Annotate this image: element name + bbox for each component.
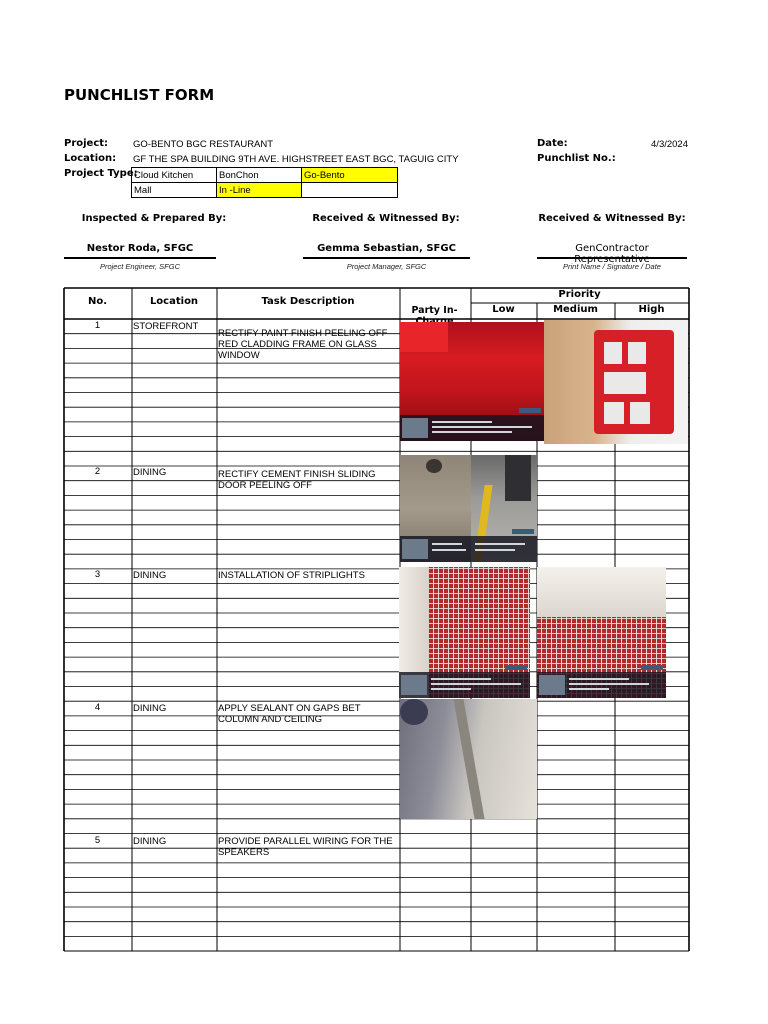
sig-inspected-line xyxy=(64,257,216,259)
header-no: No. xyxy=(87,296,108,307)
item-2-no: 2 xyxy=(94,466,101,477)
sig-received-2-heading: Received & Witnessed By: xyxy=(538,213,686,224)
header-low: Low xyxy=(492,304,515,315)
header-priority: Priority xyxy=(558,289,601,300)
header-high: High xyxy=(638,304,665,315)
item-1-location: STOREFRONT xyxy=(133,321,199,332)
sig-received-1-line xyxy=(303,257,470,259)
photo-4 xyxy=(400,699,537,819)
location-value: GF THE SPA BUILDING 9TH AVE. HIGHSTREET EAST BGC, TAGUIG CITY xyxy=(133,154,459,165)
type-go-bento: Go-Bento xyxy=(302,168,398,183)
header-task: Task Description xyxy=(261,296,355,307)
item-5-no: 5 xyxy=(94,835,101,846)
project-type-label: Project Type: xyxy=(64,168,138,179)
sig-received-2-line xyxy=(537,257,687,259)
item-2-location: DINING xyxy=(133,467,167,478)
form-title: PUNCHLIST FORM xyxy=(64,86,215,104)
header-medium: Medium xyxy=(553,304,598,315)
sig-inspected-role: Project Engineer, SFGC xyxy=(99,262,181,271)
project-label: Project: xyxy=(64,138,109,149)
header-party: Party In- xyxy=(411,305,458,316)
type-bonchon: BonChon xyxy=(217,168,302,183)
item-5-location: DINING xyxy=(133,836,167,847)
sig-received-2-name: GenContractor Representative xyxy=(574,243,650,265)
photo-2a xyxy=(400,455,471,562)
item-4-no: 4 xyxy=(94,702,101,713)
project-value: GO-BENTO BGC RESTAURANT xyxy=(133,139,274,150)
item-2-task: RECTIFY CEMENT FINISH SLIDING DOOR PEELING OFF xyxy=(218,469,376,491)
item-1-no: 1 xyxy=(94,320,101,331)
item-3-location: DINING xyxy=(133,570,167,581)
project-type-table xyxy=(131,167,398,198)
date-label: Date: xyxy=(537,138,568,149)
date-value: 4/3/2024 xyxy=(651,139,688,150)
item-1-task: RECTIFY PAINT FINISH PEELING OFF RED CLADDING FRAME ON GLASS WINDOW xyxy=(218,328,388,361)
item-5-task: PROVIDE PARALLEL WIRING FOR THE SPEAKERS xyxy=(218,836,393,858)
type-mall: Mall xyxy=(132,183,217,198)
item-4-location: DINING xyxy=(133,703,167,714)
photo-3a xyxy=(399,567,530,698)
sig-received-1-heading: Received & Witnessed By: xyxy=(312,213,460,224)
location-label: Location: xyxy=(64,153,117,164)
sig-inspected-heading: Inspected & Prepared By: xyxy=(81,213,227,224)
sig-received-2-role: Print Name / Signature / Date xyxy=(563,262,661,271)
sig-inspected-name: Nestor Roda, SFGC xyxy=(86,243,194,254)
photo-1b xyxy=(544,320,688,444)
item-3-task: INSTALLATION OF STRIPLIGHTS xyxy=(218,570,365,581)
photo-2b xyxy=(471,455,537,562)
type-cloud-kitchen: Cloud Kitchen xyxy=(132,168,217,183)
punchlist-no-label: Punchlist No.: xyxy=(537,153,616,164)
photo-1a xyxy=(400,322,544,441)
photo-3b xyxy=(537,567,666,698)
item-4-task: APPLY SEALANT ON GAPS BET COLUMN AND CEILING xyxy=(218,703,361,725)
sig-received-1-name: Gemma Sebastian, SFGC xyxy=(317,243,456,254)
header-location: Location xyxy=(149,296,199,307)
type-in-line: In -Line xyxy=(217,183,302,198)
item-3-no: 3 xyxy=(94,569,101,580)
sig-received-1-role: Project Manager, SFGC xyxy=(346,262,427,271)
type-empty xyxy=(302,183,398,198)
